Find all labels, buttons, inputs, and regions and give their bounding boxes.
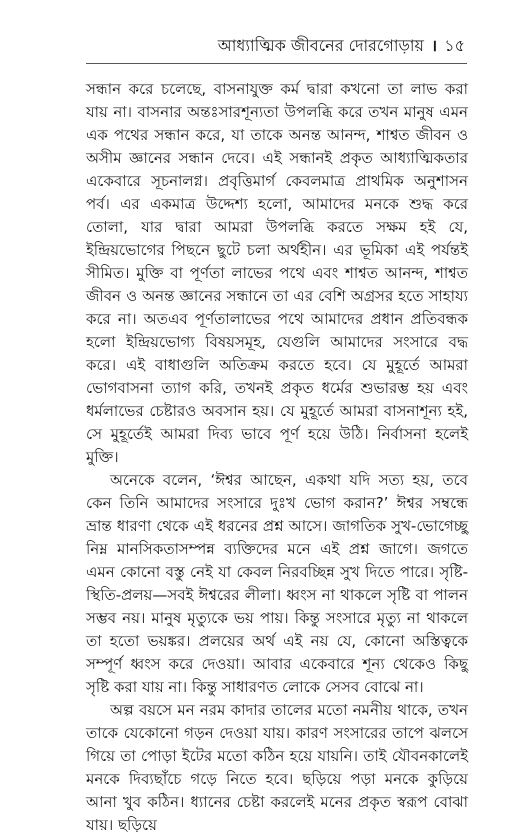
running-header	[218, 36, 465, 56]
page-number: ১৫	[444, 36, 465, 55]
chapter-title: আধ্যাত্মিক জীবনের দোরগোড়ায়	[217, 36, 424, 55]
paragraph: অল্প বয়সে মন নরম কাদার তালের মতো নমনীয় থাকে, তখন তাকে যেকোনো গড়ন দেওয়া যায়। কারণ সংসারের তাপে ঝলসে গিয়ে তা পোড়া ইটের মতো কঠিন হয়ে যায়নি। তাই যৌবনকালেই মনকে দিব্যছাঁচে গড়ে নিতে হবে। ছড়িয়ে পড়া মনকে কুড়িয়ে আনা খুব কঠিন। ধ্যানের চেষ্টা করলেই মনের প্রকৃত স্বরূপ বোঝা যায়। ছড়িয়ে	[86, 701, 468, 834]
header-rule	[86, 63, 467, 64]
paragraph: সন্ধান করে চলেছে, বাসনাযুক্ত কর্ম দ্বারা কখনো তা লাভ করা যায় না। বাসনার অন্তঃসারশূন্যতা উপলব্ধি করে তখন মানুষ এমন এক পথের সন্ধান করে, যা তাকে অনন্ত আনন্দ, শাশ্বত জীবন ও অসীম জ্ঞানের সন্ধান দেবে। এই সন্ধানই প্রকৃত আধ্যাত্মিকতার একেবারে সূচনালগ্ন। প্রবৃত্তিমার্গ কেবলমাত্র প্রাথমিক অনুশাসন পর্ব। এর একমাত্র উদ্দেশ্য হলো, আমাদের মনকে শুদ্ধ করে তোলা, যার দ্বারা আমরা উপলব্ধি করতে সক্ষম হই যে, ইন্দ্রিয়ভোগের পিছনে ছুটে চলা অর্থহীন। এর ভূমিকা এই পর্যন্তই সীমিত। মুক্তি বা পূর্ণতা লাভের পথে এবং শাশ্বত আনন্দ, শাশ্বত জীবন ও অনন্ত জ্ঞানের সন্ধানে তা এর বেশি অগ্রসর হতে সাহায্য করে না। অতএব পূর্ণতালাভের পথে আমাদের প্রধান প্রতিবন্ধক হলো ইন্দ্রিয়ভোগ্য বিষয়সমূহ, যেগুলি আমাদের সংসারে বদ্ধ করে। এই বাধাগুলি অতিক্রম করতে হবে। যে মুহূর্তে আমরা ভোগবাসনা ত্যাগ করি, তখনই প্রকৃত ধর্মের শুভারম্ভ হয় এবং ধর্মলাভের চেষ্টারও অবসান হয়। যে মুহূর্তে আমরা বাসনাশূন্য হই, সে মুহূর্তেই আমরা দিব্য ভাবে পূর্ণ হয়ে উঠি। নির্বাসনা হলেই মুক্তি।	[86, 80, 468, 466]
body-text	[86, 78, 468, 837]
header-separator: ।	[431, 36, 438, 55]
paragraph: অনেকে বলেন, ‘ঈশ্বর আছেন, একথা যদি সত্য হয়, তবে কেন তিনি আমাদের সংসারে দুঃখ ভোগ করান?’ ঈশ্বর সম্বন্ধে ভ্রান্ত ধারণা থেকে এই ধরনের প্রশ্ন আসে। জাগতিক সুখ-ভোগেচ্ছু নিম্ন মানসিকতাসম্পন্ন ব্যক্তিদের মনে এই প্রশ্ন জাগে। জগতে এমন কোনো বস্তু নেই যা কেবল নিরবচ্ছিন্ন সুখ দিতে পারে। সৃষ্টি-স্থিতি-প্রলয়—সবই ঈশ্বরের লীলা। ধ্বংস না থাকলে সৃষ্টি বা পালন সম্ভব নয়। মানুষ মৃত্যুকে ভয় পায়। কিন্তু সংসারে মৃত্যু না থাকলে তা হতো ভয়ঙ্কর। প্রলয়ের অর্থ এই নয় যে, কোনো অস্তিত্বকে সম্পূর্ণ ধ্বংস করে দেওয়া। আবার একেবারে শূন্য থেকেও কিছু সৃষ্টি করা যায় না। কিন্তু সাধারণত লোকে সেসব বোঝে না।	[86, 471, 468, 696]
